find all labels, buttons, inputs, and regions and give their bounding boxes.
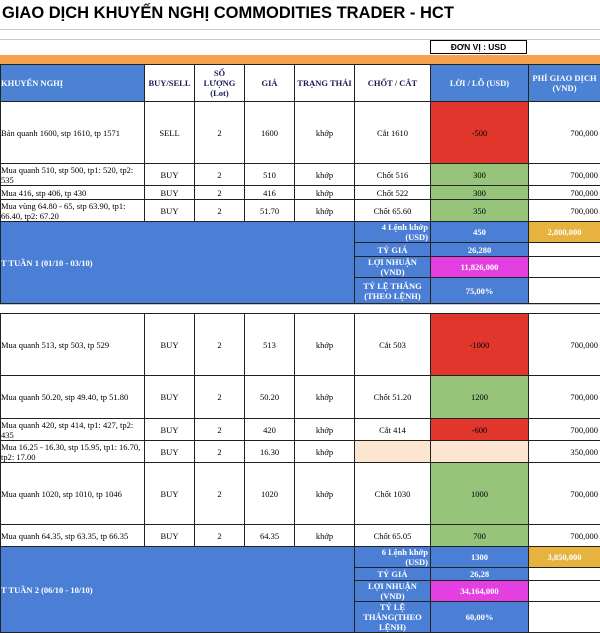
recommendation-cell: Mua quanh 420, stp 414, tp1: 427, tp2: 435 — [1, 419, 145, 441]
table-row — [1, 441, 600, 463]
table-row — [1, 419, 600, 441]
rate-label: TỶ GIÁ — [355, 243, 431, 257]
fee-total: 2,800,000 — [529, 222, 600, 243]
close-cell: Chốt 65.05 — [355, 525, 431, 547]
winrate-label: TỶ LỆ THẮNG (THEO LỆNH) — [355, 278, 431, 304]
matched-label: 4 Lệnh khớp (USD) — [355, 222, 431, 243]
matched-label: 6 Lệnh khớp (USD) — [355, 547, 431, 568]
side-cell: BUY — [145, 186, 195, 200]
price-cell: 513 — [245, 314, 295, 376]
status-cell: khớp — [295, 441, 355, 463]
close-cell — [355, 441, 431, 463]
status-cell: khớp — [295, 102, 355, 164]
empty-cell — [529, 568, 600, 581]
price-cell: 1600 — [245, 102, 295, 164]
header-price: GIÁ — [245, 65, 295, 102]
fee-cell: 700,000 — [529, 186, 600, 200]
recommendation-cell: Bán quanh 1600, stp 1610, tp 1571 — [1, 102, 145, 164]
recommendation-cell: Mua quanh 510, stp 500, tp1: 520, tp2: 535 — [1, 164, 145, 186]
status-cell: khớp — [295, 463, 355, 525]
quantity-cell: 2 — [195, 314, 245, 376]
side-cell: BUY — [145, 200, 195, 222]
price-cell: 420 — [245, 419, 295, 441]
close-cell: Chốt 51.20 — [355, 376, 431, 419]
winrate-label: TỶ LỆ THẮNG(THEO LỆNH) — [355, 602, 431, 633]
fee-cell: 700,000 — [529, 419, 600, 441]
matched-value: 1300 — [431, 547, 529, 568]
header-buy-sell: BUY/SELL — [145, 65, 195, 102]
price-cell: 50.20 — [245, 376, 295, 419]
fee-cell: 700,000 — [529, 102, 600, 164]
quantity-cell: 2 — [195, 419, 245, 441]
side-cell: BUY — [145, 164, 195, 186]
status-cell: khớp — [295, 164, 355, 186]
rate-label: TỶ GIÁ — [355, 568, 431, 581]
recommendation-cell: Mua vùng 64.80 - 65, stp 63.90, tp1: 66.40, tp2: 67.20 — [1, 200, 145, 222]
summary-row — [1, 222, 600, 243]
quantity-cell: 2 — [195, 164, 245, 186]
week1-table — [0, 64, 600, 304]
close-cell: Chốt 516 — [355, 164, 431, 186]
pnl-cell: -500 — [431, 102, 529, 164]
unit-label: ĐƠN VỊ : USD — [430, 40, 527, 54]
empty-cell — [529, 243, 600, 257]
close-cell: Cắt 503 — [355, 314, 431, 376]
side-cell: BUY — [145, 419, 195, 441]
pnl-cell: 700 — [431, 525, 529, 547]
status-cell: khớp — [295, 376, 355, 419]
close-cell: Chốt 522 — [355, 186, 431, 200]
price-cell: 16.30 — [245, 441, 295, 463]
grid-line — [0, 29, 600, 30]
winrate-value: 75,00% — [431, 278, 529, 304]
recommendation-cell: Mua 16.25 - 16.30, stp 15.95, tp1: 16.70, tp2: 17.00 — [1, 441, 145, 463]
quantity-cell: 2 — [195, 186, 245, 200]
week1-banner: T TUẦN 1 (01/10 - 03/10) — [1, 222, 355, 304]
header-fee: PHÍ GIAO DỊCH (VND) — [529, 65, 600, 102]
empty-cell — [529, 278, 600, 304]
rate-value: 26,280 — [431, 243, 529, 257]
close-cell: Chốt 1030 — [355, 463, 431, 525]
recommendation-cell: Mua quanh 513, stp 503, tp 529 — [1, 314, 145, 376]
week2-banner: T TUẦN 2 (06/10 - 10/10) — [1, 547, 355, 633]
recommendation-cell: Mua quanh 64.35, stp 63.35, tp 66.35 — [1, 525, 145, 547]
orange-divider — [0, 55, 600, 64]
side-cell: BUY — [145, 463, 195, 525]
quantity-cell: 2 — [195, 525, 245, 547]
side-cell: BUY — [145, 314, 195, 376]
header-status: TRẠNG THÁI — [295, 65, 355, 102]
side-cell: BUY — [145, 376, 195, 419]
matched-value: 450 — [431, 222, 529, 243]
rate-value: 26,28 — [431, 568, 529, 581]
price-cell: 416 — [245, 186, 295, 200]
header-recommendation: KHUYẾN NGHỊ — [1, 65, 145, 102]
header-row — [1, 65, 600, 102]
profit-label: LỢI NHUẬN (VND) — [355, 581, 431, 602]
empty-cell — [529, 257, 600, 278]
status-cell: khớp — [295, 186, 355, 200]
quantity-cell: 2 — [195, 463, 245, 525]
table-row — [1, 314, 600, 376]
close-cell: Cắt 1610 — [355, 102, 431, 164]
pnl-cell: 1200 — [431, 376, 529, 419]
pnl-cell: 350 — [431, 200, 529, 222]
pnl-cell: 300 — [431, 164, 529, 186]
status-cell: khớp — [295, 419, 355, 441]
empty-cell — [529, 581, 600, 602]
price-cell: 64.35 — [245, 525, 295, 547]
quantity-cell: 2 — [195, 441, 245, 463]
fee-cell: 350,000 — [529, 441, 600, 463]
winrate-value: 60,00% — [431, 602, 529, 633]
quantity-cell: 2 — [195, 200, 245, 222]
status-cell: khớp — [295, 314, 355, 376]
price-cell: 510 — [245, 164, 295, 186]
side-cell: SELL — [145, 102, 195, 164]
profit-label: LỢI NHUẬN (VND) — [355, 257, 431, 278]
pnl-cell: 1000 — [431, 463, 529, 525]
price-cell: 1020 — [245, 463, 295, 525]
status-cell: khớp — [295, 200, 355, 222]
recommendation-cell: Mua quanh 50.20, stp 49.40, tp 51.80 — [1, 376, 145, 419]
empty-cell — [529, 602, 600, 633]
grid-line — [0, 304, 600, 305]
table-row — [1, 200, 600, 222]
price-cell: 51.70 — [245, 200, 295, 222]
profit-value: 11,826,000 — [431, 257, 529, 278]
pnl-cell: 300 — [431, 186, 529, 200]
side-cell: BUY — [145, 525, 195, 547]
quantity-cell: 2 — [195, 102, 245, 164]
pnl-cell: -1000 — [431, 314, 529, 376]
pnl-cell — [431, 441, 529, 463]
profit-value: 34,164,000 — [431, 581, 529, 602]
fee-cell: 700,000 — [529, 376, 600, 419]
pnl-cell: -600 — [431, 419, 529, 441]
header-quantity: SỐ LƯỢNG (Lot) — [195, 65, 245, 102]
quantity-cell: 2 — [195, 376, 245, 419]
fee-cell: 700,000 — [529, 200, 600, 222]
fee-cell: 700,000 — [529, 463, 600, 525]
sheet-title: GIAO DỊCH KHUYẾN NGHỊ COMMODITIES TRADER - HCT — [0, 0, 600, 28]
close-cell: Chốt 65.60 — [355, 200, 431, 222]
side-cell: BUY — [145, 441, 195, 463]
table-row — [1, 164, 600, 186]
table-row — [1, 186, 600, 200]
table-row — [1, 525, 600, 547]
header-pnl: LỜI / LỖ (USD) — [431, 65, 529, 102]
fee-total: 3,850,000 — [529, 547, 600, 568]
table-row — [1, 376, 600, 419]
summary-row — [1, 547, 600, 568]
week2-table — [0, 313, 600, 633]
recommendation-cell: Mua 416, stp 406, tp 430 — [1, 186, 145, 200]
close-cell: Cắt 414 — [355, 419, 431, 441]
header-close: CHỐT / CẮT — [355, 65, 431, 102]
recommendation-cell: Mua quanh 1020, stp 1010, tp 1046 — [1, 463, 145, 525]
fee-cell: 700,000 — [529, 164, 600, 186]
status-cell: khớp — [295, 525, 355, 547]
fee-cell: 700,000 — [529, 314, 600, 376]
table-row — [1, 463, 600, 525]
fee-cell: 700,000 — [529, 525, 600, 547]
table-row — [1, 102, 600, 164]
